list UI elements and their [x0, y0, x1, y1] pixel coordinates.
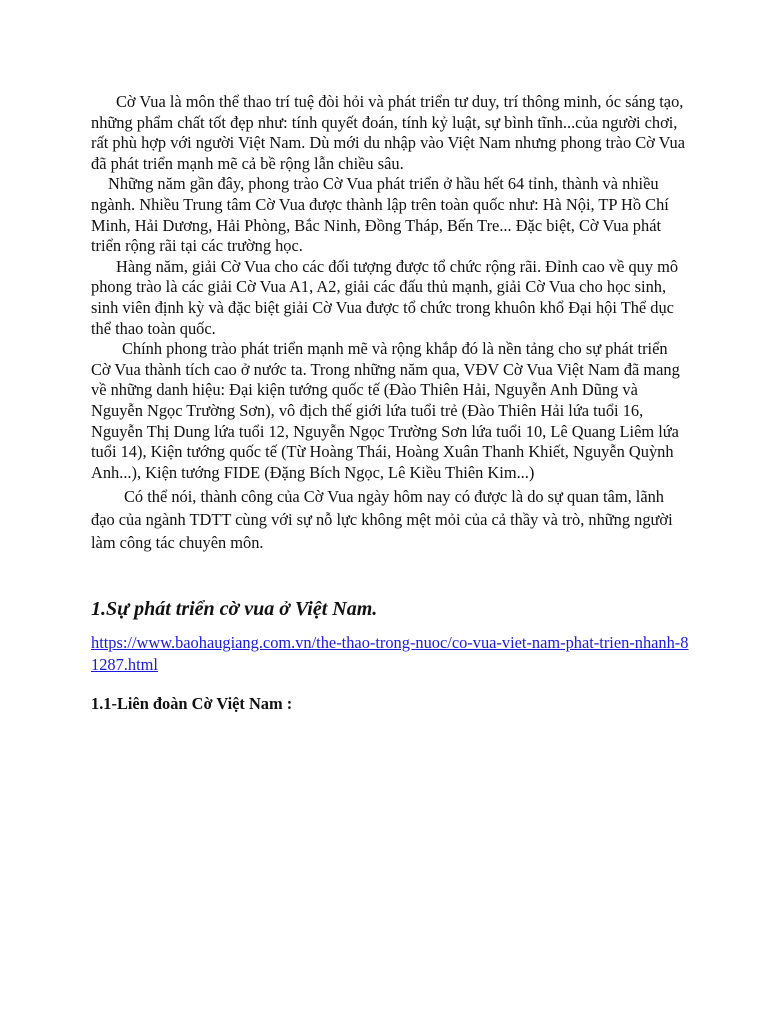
source-link[interactable]: https://www.baohaugiang.com.vn/the-thao-trong-nuoc/co-vua-viet-nam-phat-trien-nhanh-81287.html [91, 633, 689, 674]
paragraph-movement: Những năm gần đây, phong trào Cờ Vua phát triển ở hầu hết 64 tỉnh, thành và nhiều ngành. Nhiều Trung tâm Cờ Vua được thành lập trên toàn quốc như: Hà Nội, TP Hồ Chí Minh, Hải Dương, Hải Phòng, Bắc Ninh, Đồng Tháp, Bến Tre... Đặc biệt, Cờ Vua phát triển rộng rãi tại các trường học. [91, 174, 669, 256]
subsection-heading: 1.1-Liên đoàn Cờ Việt Nam : [91, 694, 293, 713]
document-page [91, 92, 691, 713]
paragraph-tournaments: Hàng năm, giải Cờ Vua cho các đối tượng được tổ chức rộng rãi. Đỉnh cao về quy mô phong trào là các giải Cờ Vua A1, A2, giải các đấu thủ mạnh, giải Cờ Vua cho học sinh, sinh viên định kỳ và đặc biệt giải Cờ Vua được tổ chức trong khuôn khổ Đại hội Thể dục thể thao toàn quốc. [91, 256, 679, 338]
paragraph-intro: Cờ Vua là môn thể thao trí tuệ đòi hỏi và phát triển tư duy, trí thông minh, óc sáng tạo, những phẩm chất tốt đẹp như: tính quyết đoán, tính kỷ luật, sự bình tĩnh...của người chơi, rất phù hợp với người Việt Nam. Dù mới du nhập vào Việt Nam nhưng phong trào Cờ Vua đã phát triển mạnh mẽ cả bề rộng lẫn chiều sâu. [91, 92, 685, 173]
paragraph-conclusion: Có thể nói, thành công của Cờ Vua ngày hôm nay có được là do sự quan tâm, lãnh đạo của ngành TDTT cùng với sự nỗ lực không mệt mỏi của cả thầy và trò, những người làm công tác chuyên môn. [91, 487, 673, 553]
section-heading: 1.Sự phát triển cờ vua ở Việt Nam. [91, 598, 378, 620]
paragraph-achievements: Chính phong trào phát triển mạnh mẽ và rộng khắp đó là nền tảng cho sự phát triển Cờ Vua thành tích cao ở nước ta. Trong những năm qua, VĐV Cờ Vua Việt Nam đã mang về những danh hiệu: Đại kiện tướng quốc tế (Đào Thiên Hải, Nguyễn Anh Dũng và Nguyễn Ngọc Trường Sơn), vô địch thế giới lứa tuổi trẻ (Đào Thiên Hải lứa tuổi 16, Nguyễn Thị Dung lứa tuổi 12, Nguyễn Ngọc Trường Sơn lứa tuổi 10, Lê Quang Liêm lứa tuổi 14), Kiện tướng quốc tế (Từ Hoàng Thái, Hoàng Xuân Thanh Khiết, Nguyễn Quỳnh Anh...), Kiện tướng FIDE (Đặng Bích Ngọc, Lê Kiều Thiên Kim...) [91, 339, 680, 482]
